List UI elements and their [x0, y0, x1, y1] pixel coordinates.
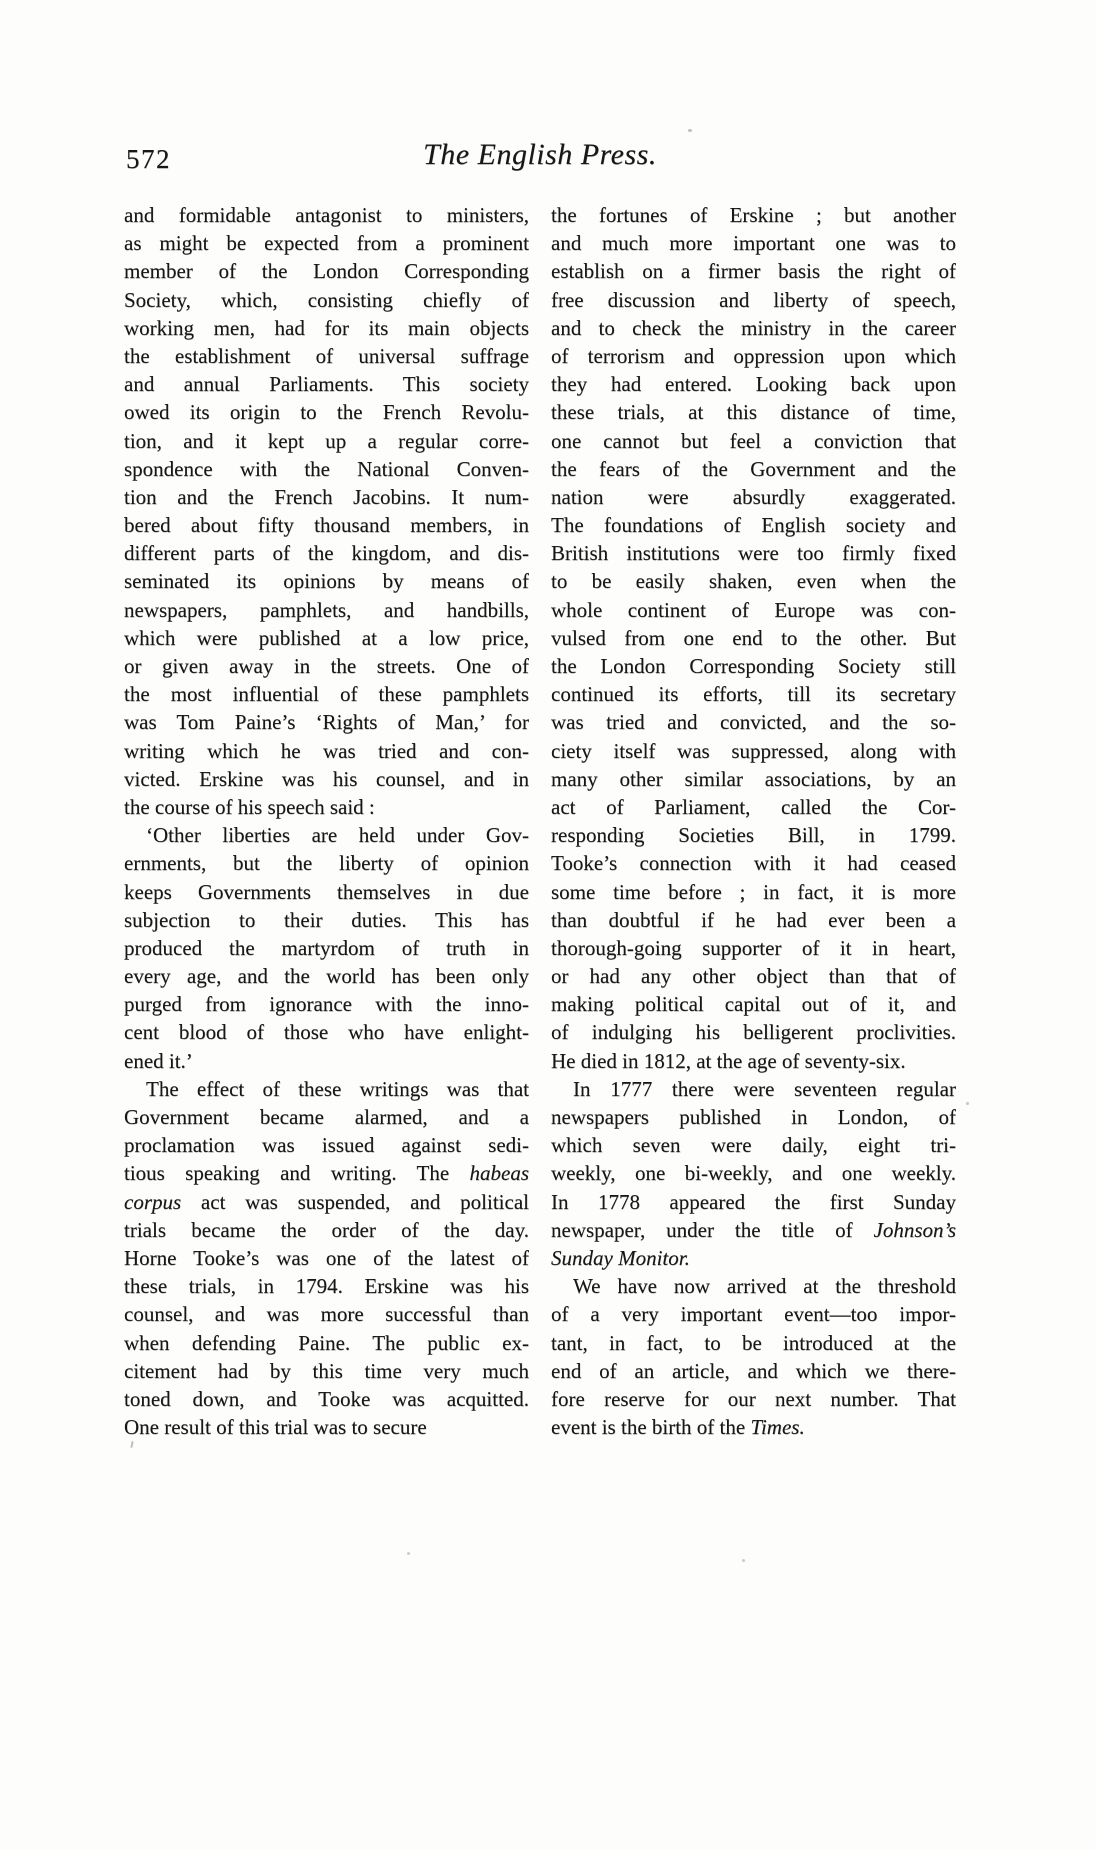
text-line: the London Corresponding Society still [551, 654, 956, 678]
text-line: as might be expected from a prominent [124, 231, 529, 256]
scan-speck [742, 1559, 745, 1562]
paragraph [551, 1075, 956, 1272]
page-title: The English Press. [423, 138, 657, 171]
text-line: ened it.’ [124, 1048, 193, 1073]
text-line: owed its origin to the French Revolu- [124, 400, 529, 425]
text-line: weekly, one bi-weekly, and one weekly. [551, 1161, 956, 1186]
text-line: these trials, at this distance of time, [551, 400, 956, 425]
text-line: end of an article, and which we there- [551, 1358, 956, 1383]
text-line: and to check the ministry in the career [551, 315, 956, 340]
text-line: one cannot but feel a conviction that [551, 428, 956, 453]
text-line: subjection to their duties. This has [124, 907, 529, 932]
text-line: the course of his speech said : [124, 794, 375, 819]
text-line: bered about fifty thousand members, in [124, 513, 529, 538]
text-columns [124, 201, 956, 1441]
text-line: continued its efforts, till its secretary [551, 682, 956, 707]
text-line: different parts of the kingdom, and dis- [124, 541, 529, 566]
text-line: and much more important one was to [551, 231, 956, 256]
text-line: some time before ; in fact, it is more [551, 879, 956, 904]
page-number: 572 [126, 144, 171, 174]
text-line: these trials, in 1794. Erskine was his [124, 1274, 529, 1299]
text-line: citement had by this time very much [124, 1358, 529, 1383]
text-line: responding Societies Bill, in 1799. [551, 823, 956, 848]
text-line: working men, had for its main objects [124, 315, 529, 340]
text-line: of a very important event—too impor- [551, 1302, 956, 1327]
text-line: cent blood of those who have enlight- [124, 1020, 529, 1045]
text-line: ernments, but the liberty of opinion [124, 851, 529, 876]
text-line: thorough-going supporter of it in heart, [551, 935, 956, 960]
scan-speck [407, 1552, 410, 1555]
text-line: when defending Paine. The public ex- [124, 1330, 529, 1355]
text-line: every age, and the world has been only [124, 964, 529, 989]
text-line: We have now arrived at the threshold [573, 1274, 956, 1299]
text-line: spondence with the National Conven- [124, 456, 529, 481]
text-line: Tooke’s connection with it had ceased [551, 851, 956, 876]
text-line: establish on a firmer basis the right of [551, 259, 956, 284]
text-line: the fears of the Government and the [551, 456, 956, 481]
text-line: counsel, and was more successful than [124, 1302, 529, 1327]
text-line: Society, which, consisting chiefly of [124, 287, 529, 312]
text-line: newspapers, pamphlets, and handbills, [124, 597, 529, 622]
italic-text: Sunday Monitor. [551, 1245, 690, 1270]
italic-text: habeas [469, 1161, 529, 1186]
text-line: they had entered. Looking back upon [551, 372, 956, 397]
text-line: toned down, and Tooke was acquitted. [124, 1386, 529, 1411]
text-line: corpus act was suspended, and political [124, 1189, 529, 1214]
scan-speck [130, 1441, 133, 1448]
text-line: seminated its opinions by means of [124, 569, 529, 594]
text-line: ciety itself was suppressed, along with [551, 738, 956, 763]
text-line: was tried and convicted, and the so- [551, 710, 956, 735]
text-line: vulsed from one end to the other. But [551, 625, 956, 650]
text-line: trials became the order of the day. [124, 1217, 529, 1242]
text-line: The foundations of English society and [551, 513, 956, 538]
text-line: proclamation was issued against sedi- [124, 1133, 529, 1158]
text-line: many other similar associations, by an [551, 766, 956, 791]
text-line: the establishment of universal suffrage [124, 343, 529, 368]
left-column [124, 201, 529, 1441]
text-line: The effect of these writings was that [146, 1076, 529, 1101]
text-line: making political capital out of it, and [551, 992, 956, 1017]
paragraph [124, 821, 529, 1075]
text-line: the most influential of these pamphlets [124, 682, 529, 707]
text-line: which seven were daily, eight tri- [551, 1133, 956, 1158]
text-line: British institutions were too firmly fixed [551, 541, 956, 566]
scan-speck [966, 1102, 969, 1105]
scan-speck [688, 129, 692, 132]
text-line: tious speaking and writing. The habeas [124, 1161, 529, 1186]
text-line: nation were absurdly exaggerated. [551, 484, 956, 509]
text-line: newspapers published in London, of [551, 1105, 956, 1129]
italic-text: corpus [124, 1189, 182, 1214]
text-line: of indulging his belligerent proclivities. [551, 1020, 956, 1045]
paragraph [124, 201, 529, 821]
text-line: newspaper, under the title of Johnson’s [551, 1217, 956, 1242]
text-line: or given away in the streets. One of [124, 654, 529, 678]
right-column [551, 201, 956, 1441]
text-line: ‘Other liberties are held under Gov- [146, 823, 529, 848]
paragraph [124, 1075, 529, 1441]
text-line: fore reserve for our next number. That [551, 1386, 956, 1411]
text-line: the fortunes of Erskine ; but another [551, 203, 956, 227]
paragraph [551, 201, 956, 1075]
text-line: member of the London Corresponding [124, 259, 529, 284]
text-line: In 1778 appeared the first Sunday [551, 1189, 956, 1214]
text-line: which were published at a low price, [124, 625, 529, 650]
text-line: than doubtful if he had ever been a [551, 907, 956, 932]
text-line: Horne Tooke’s was one of the latest of [124, 1245, 529, 1270]
text-line: One result of this trial was to secure [124, 1415, 427, 1440]
text-line: event is the birth of the Times. [551, 1415, 805, 1440]
text-line: act of Parliament, called the Cor- [551, 794, 956, 819]
italic-text: Times. [750, 1415, 805, 1440]
text-line: keeps Governments themselves in due [124, 879, 529, 904]
text-line: In 1777 there were seventeen regular [573, 1076, 956, 1101]
text-line: tion and the French Jacobins. It num- [124, 484, 529, 509]
running-header [124, 138, 956, 188]
text-line: and annual Parliaments. This society [124, 372, 529, 397]
text-line: and formidable antagonist to ministers, [124, 203, 529, 227]
text-line: of terrorism and oppression upon which [551, 343, 956, 368]
paragraph [551, 1272, 956, 1441]
italic-text: Johnson’s [873, 1217, 956, 1242]
text-line: tion, and it kept up a regular corre- [124, 428, 529, 453]
text-line: whole continent of Europe was con- [551, 597, 956, 622]
text-line: writing which he was tried and con- [124, 738, 529, 763]
text-line: to be easily shaken, even when the [551, 569, 956, 594]
text-line: Government became alarmed, and a [124, 1105, 529, 1129]
text-line: purged from ignorance with the inno- [124, 992, 529, 1017]
text-line: free discussion and liberty of speech, [551, 287, 956, 312]
text-line: victed. Erskine was his counsel, and in [124, 766, 529, 791]
text-line: or had any other object than that of [551, 964, 956, 989]
text-line: He died in 1812, at the age of seventy-six. [551, 1048, 906, 1073]
text-line: tant, in fact, to be introduced at the [551, 1330, 956, 1355]
text-line [551, 1244, 956, 1272]
text-line: produced the martyrdom of truth in [124, 935, 529, 960]
text-line: was Tom Paine’s ‘Rights of Man,’ for [124, 710, 529, 735]
